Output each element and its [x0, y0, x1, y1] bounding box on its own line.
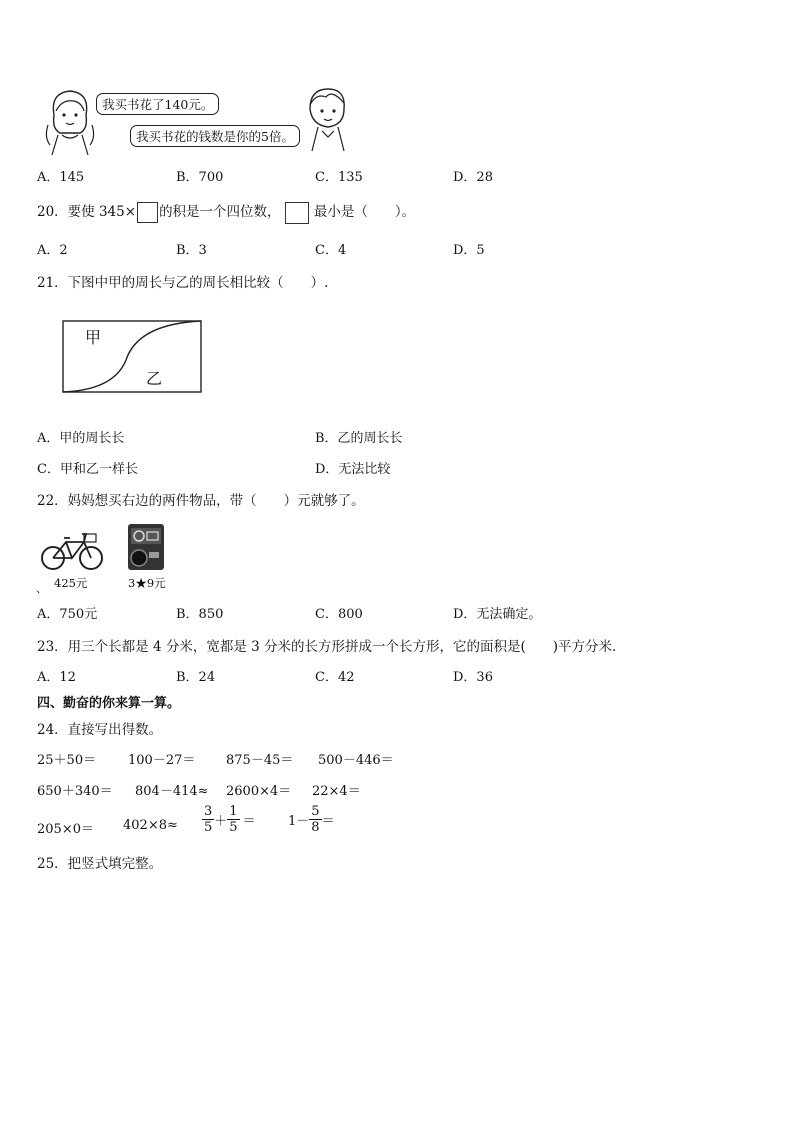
- frac2-equals: ＝: [321, 814, 335, 829]
- q24-expr-1: 25＋50＝: [37, 753, 97, 768]
- radio-price: 3★9元: [128, 576, 166, 590]
- q22-option-c[interactable]: C．800: [315, 607, 363, 622]
- q25-question: 25．把竖式填完整。: [37, 856, 163, 872]
- q21-option-b[interactable]: B．乙的周长长: [315, 431, 403, 446]
- q24-expr-10: 402×8≈: [123, 818, 178, 833]
- q24-expr-8: 22×4＝: [312, 784, 361, 799]
- q24-expr-7: 2600×4＝: [226, 784, 292, 799]
- q21-label-jia: 甲: [85, 328, 102, 347]
- q22-option-d[interactable]: D．无法确定。: [453, 607, 542, 622]
- q23-option-d[interactable]: D．36: [453, 670, 493, 685]
- frac2-denominator: 8: [311, 820, 320, 835]
- q24-question: 24．直接写出得数。: [37, 722, 163, 738]
- q24-expr-3: 875－45＝: [226, 753, 294, 768]
- q19-option-c[interactable]: C．135: [315, 170, 363, 185]
- q20-question: [37, 200, 415, 224]
- q23-option-a[interactable]: A．12: [37, 670, 76, 685]
- q19-illustration: [40, 85, 350, 157]
- q21-figure: [62, 320, 204, 395]
- q22-option-a[interactable]: A．750元: [37, 607, 98, 622]
- frac1-b-denominator: 5: [229, 820, 238, 835]
- girl-icon: [40, 85, 100, 155]
- q21-question: 21．下图中甲的周长与乙的周长相比较（ ）.: [37, 275, 329, 291]
- frac2-lead: 1－: [288, 814, 310, 829]
- q19-option-b[interactable]: B．700: [176, 170, 224, 185]
- q20-option-a[interactable]: A．2: [37, 243, 68, 258]
- q20-option-b[interactable]: B．3: [176, 243, 207, 258]
- bicycle-icon: [40, 528, 104, 572]
- frac1-a-numerator: 3: [204, 804, 213, 819]
- q24-expr-4: 500－446＝: [318, 753, 394, 768]
- q20-blank-box-1[interactable]: [137, 202, 158, 223]
- q24-expr-5: 650＋340＝: [37, 784, 113, 799]
- q23-option-b[interactable]: B．24: [176, 670, 216, 685]
- q22-option-b[interactable]: B．850: [176, 607, 224, 622]
- frac1-operator: ＋: [214, 814, 228, 829]
- frac1-b-numerator: 1: [229, 804, 238, 819]
- boy-icon: [302, 85, 352, 155]
- q24-expr-6: 804－414≈: [135, 784, 209, 799]
- q20-suffix: 最小是（ ）。: [309, 204, 416, 220]
- q20-option-d[interactable]: D．5: [453, 243, 485, 258]
- q22-question: 22．妈妈想买右边的两件物品，带（ ）元就够了。: [37, 493, 365, 509]
- q24-fraction-expr-1: [202, 804, 256, 835]
- q21-option-d[interactable]: D．无法比较: [315, 462, 391, 477]
- q24-expr-9: 205×0＝: [37, 822, 94, 837]
- q21-label-yi: 乙: [146, 369, 163, 388]
- q21-option-c[interactable]: C．甲和乙一样长: [37, 462, 138, 477]
- section-4-heading: 四、勤奋的你来算一算。: [37, 696, 181, 711]
- girl-speech-bubble: 我买书花了140元。: [96, 93, 219, 115]
- q21-option-a[interactable]: A．甲的周长长: [37, 431, 125, 446]
- q20-middle: 的积是一个四位数，: [159, 204, 281, 220]
- q23-question: 23．用三个长都是 4 分米，宽都是 3 分米的长方形拼成一个长方形，它的面积是( )平方分米.: [37, 639, 617, 655]
- q19-option-a[interactable]: A．145: [37, 170, 85, 185]
- radio-icon: [127, 522, 165, 572]
- q20-blank-box-2[interactable]: [285, 202, 309, 224]
- frac2-numerator: 5: [311, 804, 320, 819]
- q24-expr-2: 100－27＝: [128, 753, 196, 768]
- frac1-a-denominator: 5: [204, 820, 213, 835]
- q20-option-c[interactable]: C．4: [315, 243, 347, 258]
- q24-fraction-expr-2: [288, 804, 335, 835]
- bicycle-price: 425元: [54, 576, 88, 590]
- frac1-equals: ＝: [242, 814, 256, 829]
- q19-option-d[interactable]: D．28: [453, 170, 493, 185]
- q22-mark: 、: [36, 582, 47, 595]
- q20-prefix: 20．要使 345×: [37, 204, 137, 220]
- boy-speech-bubble: 我买书花的钱数是你的5倍。: [130, 125, 300, 147]
- q23-option-c[interactable]: C．42: [315, 670, 355, 685]
